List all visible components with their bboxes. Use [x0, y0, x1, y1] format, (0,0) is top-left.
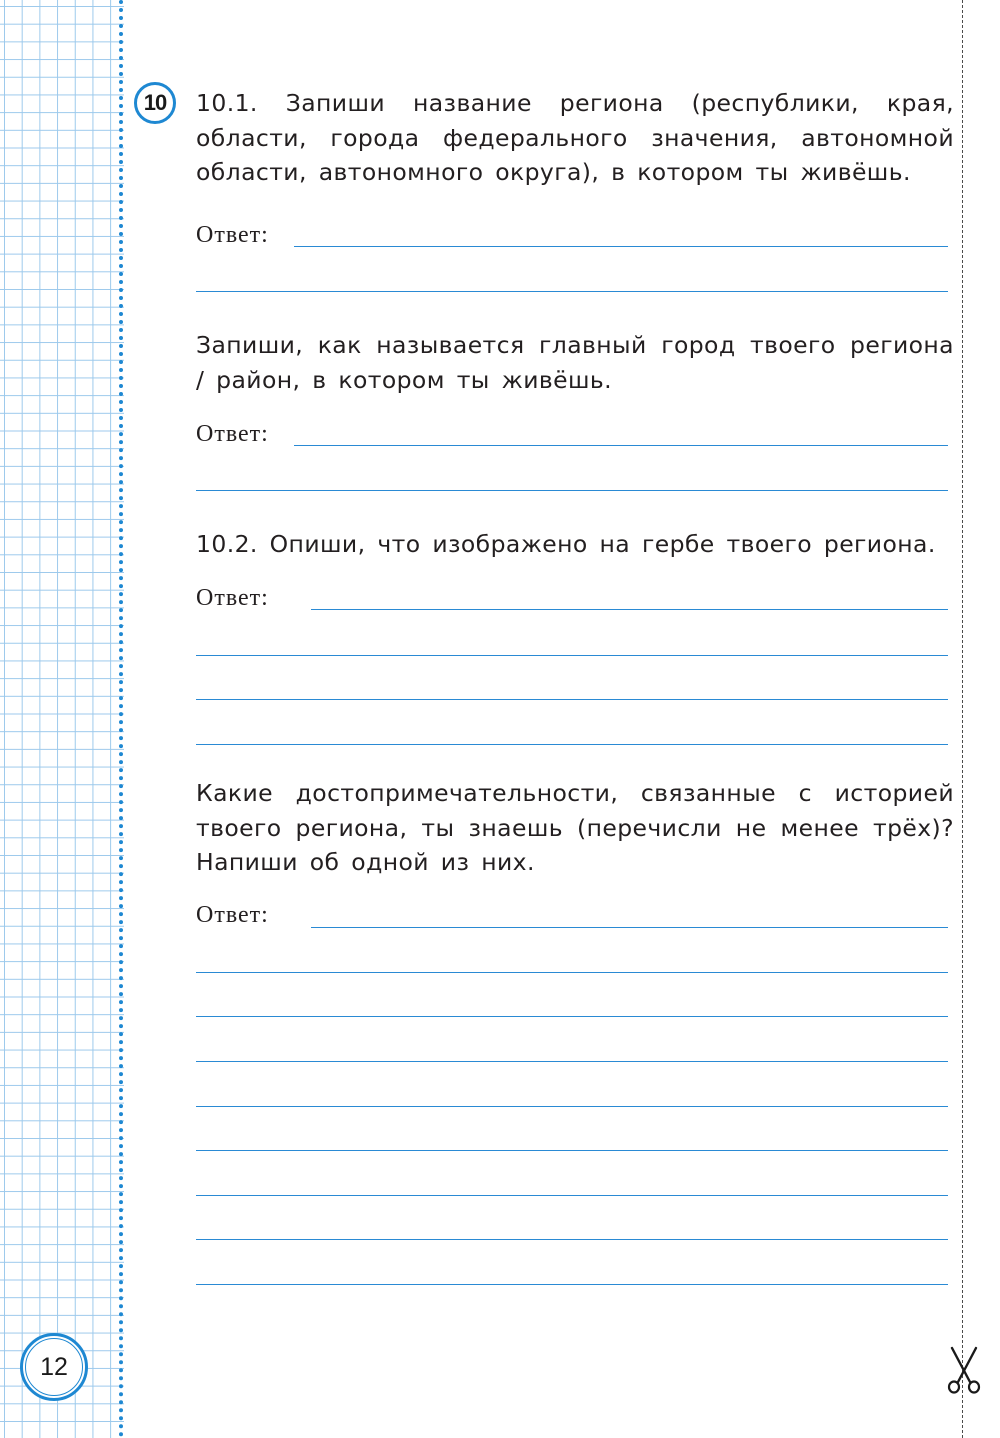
- margin-dotted-border: [119, 0, 123, 1438]
- answer-line[interactable]: [294, 445, 948, 446]
- answer-line[interactable]: [196, 699, 948, 700]
- scissors-icon: [944, 1346, 984, 1396]
- answer-line[interactable]: [196, 490, 948, 491]
- question-landmarks-text: Какие достопримечательности, связанные с историей твоего региона, ты знаешь (перечисли не менее трёх)? Напиши об одной из них.: [196, 779, 954, 876]
- task-number-badge: 10: [134, 82, 176, 124]
- answer-line[interactable]: [294, 246, 948, 247]
- answer-line[interactable]: [196, 1016, 948, 1017]
- answer-line[interactable]: [196, 291, 948, 292]
- answer-line[interactable]: [311, 609, 948, 610]
- answer-line[interactable]: [196, 972, 948, 973]
- answer-line[interactable]: [196, 1284, 948, 1285]
- answer-line[interactable]: [311, 927, 948, 928]
- answer-line[interactable]: [196, 655, 948, 656]
- answer-label: Ответ:: [196, 585, 269, 611]
- answer-line[interactable]: [196, 1106, 948, 1107]
- grid-margin: [0, 0, 124, 1438]
- question-main-city-text: Запиши, как называется главный город твоего региона / район, в котором ты живёшь.: [196, 331, 954, 394]
- answer-line[interactable]: [196, 1239, 948, 1240]
- answer-line[interactable]: [196, 1150, 948, 1151]
- page-number: 12: [20, 1333, 88, 1401]
- answer-line[interactable]: [196, 744, 948, 745]
- answer-line[interactable]: [196, 1195, 948, 1196]
- cut-line: [962, 0, 963, 1438]
- question-10-2-text: 10.2. Опиши, что изображено на гербе твоего региона.: [196, 530, 936, 558]
- answer-line[interactable]: [196, 1061, 948, 1062]
- question-10-1-text: 10.1. Запиши название региона (республики, края, области, города федерального значения, автономной области, автономного округа), в котором ты живёшь.: [196, 89, 954, 186]
- answer-label: Ответ:: [196, 222, 269, 248]
- answer-label: Ответ:: [196, 902, 269, 928]
- answer-label: Ответ:: [196, 421, 269, 447]
